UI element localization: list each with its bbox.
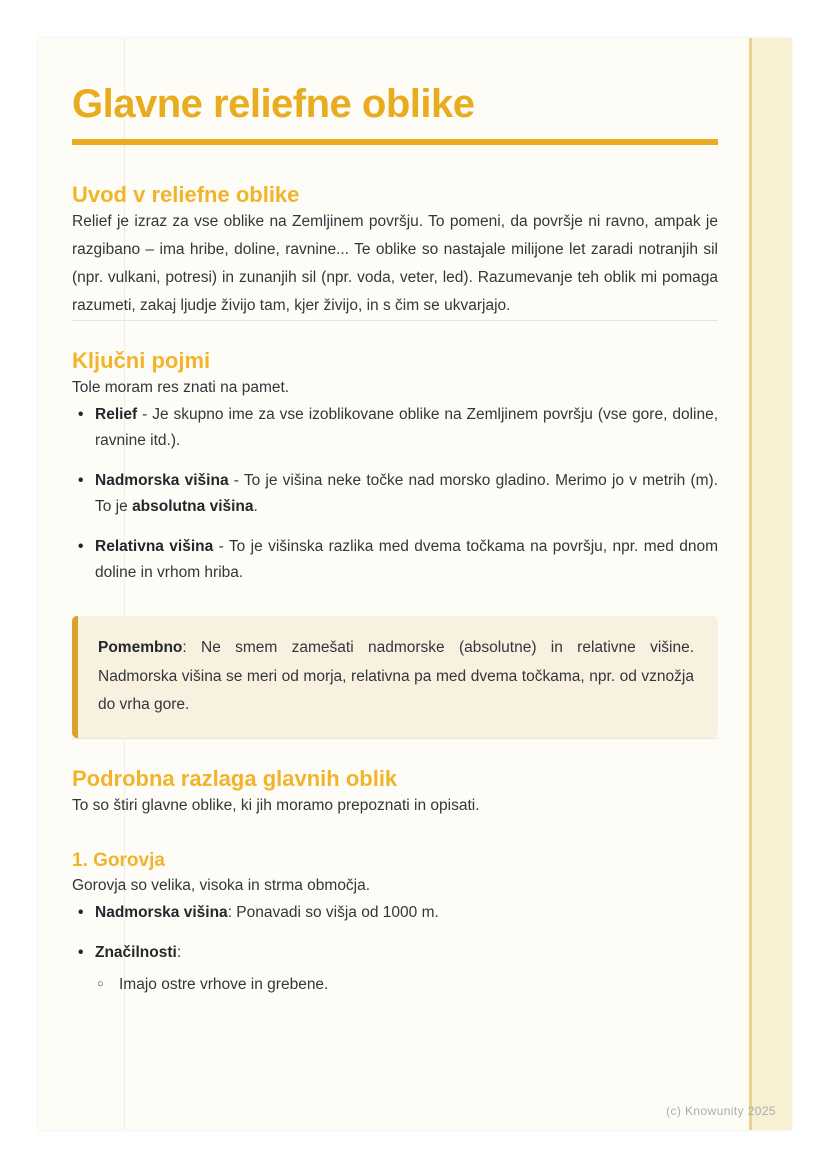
page-edge-strip [749, 38, 792, 1130]
sub-list-item: ○ Imajo ostre vrhove in grebene. [95, 972, 718, 998]
section-heading-detail: Podrobna razlaga glavnih oblik [72, 765, 398, 791]
gorovja-list [72, 900, 718, 998]
callout-text [98, 634, 694, 720]
term-label: Relief [95, 406, 138, 423]
gorovja-sub-list [95, 972, 718, 998]
list-item [72, 468, 718, 519]
term-tail-text: . [253, 497, 258, 515]
callout-body-text: : Ne smem zamešati nadmorske (absolutne) in relativne višine. Nadmorska višina se meri od morja, relativna pa med dvema točkama, npr. od vznožja do vrha gore. [98, 639, 694, 713]
list-item [72, 534, 718, 585]
key-terms-list [72, 402, 718, 585]
section-divider [72, 738, 718, 739]
title-underline [72, 139, 718, 145]
detail-lead: To so štiri glavne oblike, ki jih moramo prepoznati in opisati. [72, 796, 480, 814]
term-label: Značilnosti [95, 944, 177, 961]
list-item [72, 402, 718, 453]
key-terms-lead: Tole moram res znati na pamet. [72, 379, 290, 396]
section-divider [72, 320, 718, 321]
term-text: - To je višina neke točke nad morsko gladino. Merimo jo v metrih (m). To je [95, 472, 718, 515]
important-callout [72, 616, 718, 738]
gorovja-lead: Gorovja so velika, visoka in strma območja. [72, 876, 371, 894]
term-label: Nadmorska višina [95, 472, 229, 489]
term-bold-text: absolutna višina [132, 497, 254, 515]
section-heading-key-terms: Ključni pojmi [72, 348, 211, 373]
subsection-heading-gorovja: 1. Gorovja [72, 849, 165, 871]
term-text: - Je skupno ime za vse izoblikovane oblike na Zemljinem površju (vse gore, doline, ravnine itd.). [95, 406, 718, 449]
section-heading-intro: Uvod v reliefne oblike [72, 182, 300, 207]
term-text: - To je višinska razlika med dvema točkama na površju, npr. med dnom doline in vrhom hriba. [95, 538, 718, 581]
intro-paragraph: Relief je izraz za vse oblike na Zemljinem površju. To pomeni, da površje ni ravno, ampak je razgibano – ima hribe, doline, ravnine... Te oblike so nastajale milijone let zaradi notranjih sil (npr. vulkani, potresi) in zunanjih sil (npr. voda, veter, led). Razumevanje teh oblik mi pomaga razumeti, zakaj ljudje živijo tam, kjer živijo, in s čim se ukvarjajo. [72, 213, 718, 314]
callout-label: Pomembno [98, 639, 183, 656]
term-label: Nadmorska višina [95, 903, 228, 921]
watermark: (c) Knowunity 2025 [666, 1104, 776, 1118]
page-title: Glavne reliefne oblike [72, 82, 475, 126]
term-text: : [176, 944, 182, 961]
term-text: : Ponavadi so višja od 1000 m. [227, 903, 439, 921]
list-item [72, 900, 718, 926]
term-label: Relativna višina [95, 538, 214, 555]
document-page [38, 38, 792, 1130]
document-content [72, 38, 718, 997]
list-item [72, 940, 718, 997]
